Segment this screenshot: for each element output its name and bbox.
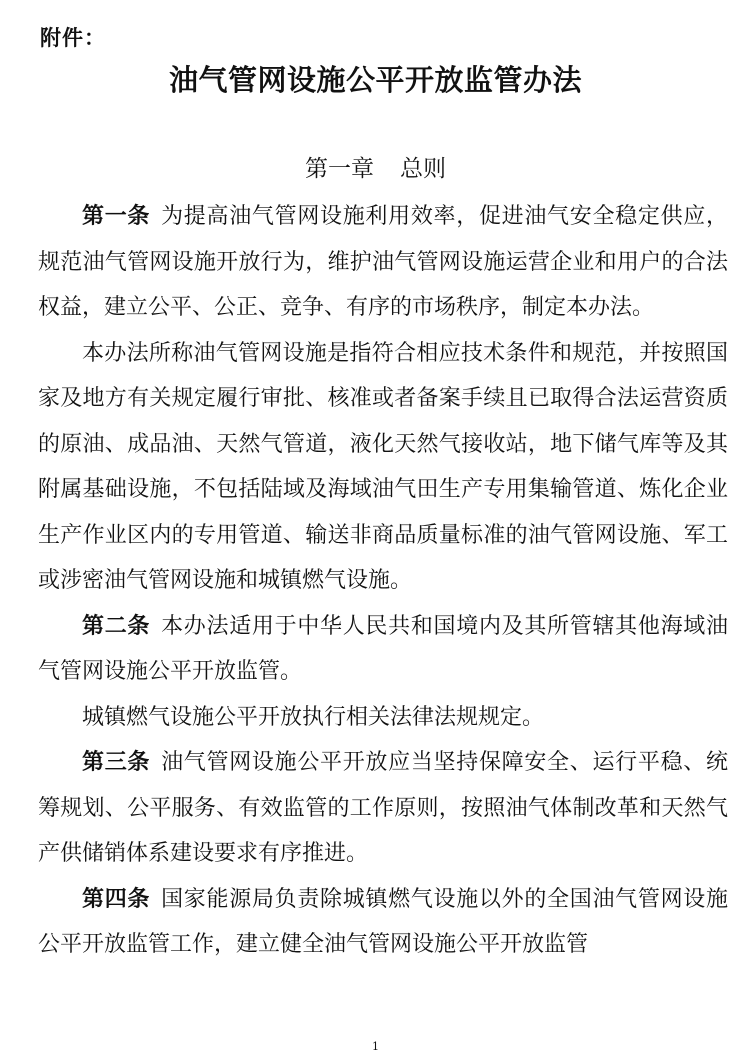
paragraph-text: 本办法所称油气管网设施是指符合相应技术条件和规范，并按照国家及地方有关规定履行审批、核准或者备案手续且已取得合法运营资质的原油、成品油、天然气管道，液化天然气接收站，地下储气库等及其附属基础设施，不包括陆域及海域油气田生产专用集输管道、炼化企业生产作业区内的专用管道、输送非商品质量标准的油气管网设施、军工或涉密油气管网设施和城镇燃气设施。 <box>38 340 728 593</box>
chapter-name: 总则 <box>400 156 446 182</box>
article-number: 第二条 <box>82 613 151 639</box>
paragraph-text: 为提高油气管网设施利用效率，促进油气安全稳定供应，规范油气管网设施开放行为，维护油气管网设施运营企业和用户的合法权益，建立公平、公正、竞争、有序的市场秩序，制定本办法。 <box>38 204 728 320</box>
paragraph-text: 油气管网设施公平开放应当坚持保障安全、运行平稳、统筹规划、公平服务、有效监管的工作原则，按照油气体制改革和天然气产供储销体系建设要求有序推进。 <box>38 750 728 866</box>
chapter-number: 第一章 <box>305 156 374 182</box>
paragraph-text: 本办法适用于中华人民共和国境内及其所管辖其他海域油气管网设施公平开放监管。 <box>38 613 728 684</box>
chapter-heading <box>0 150 751 183</box>
paragraph <box>38 331 728 604</box>
paragraph-text: 城镇燃气设施公平开放执行相关法律法规规定。 <box>82 704 545 730</box>
paragraph-text: 国家能源局负责除城镇燃气设施以外的全国油气管网设施公平开放监管工作，建立健全油气管网设施公平开放监管 <box>38 886 728 957</box>
article-number: 第三条 <box>82 750 151 775</box>
document-title: 油气管网设施公平开放监管办法 <box>168 63 582 97</box>
paragraph <box>38 194 728 331</box>
article-number: 第一条 <box>82 204 151 229</box>
article-number: 第四条 <box>82 886 151 912</box>
paragraph <box>38 604 728 695</box>
paragraph <box>38 877 728 968</box>
page-number: 1 <box>372 1040 379 1053</box>
paragraph <box>38 695 728 741</box>
document-body <box>38 194 728 968</box>
attachment-label: 附件： <box>40 26 106 50</box>
paragraph <box>38 740 728 877</box>
